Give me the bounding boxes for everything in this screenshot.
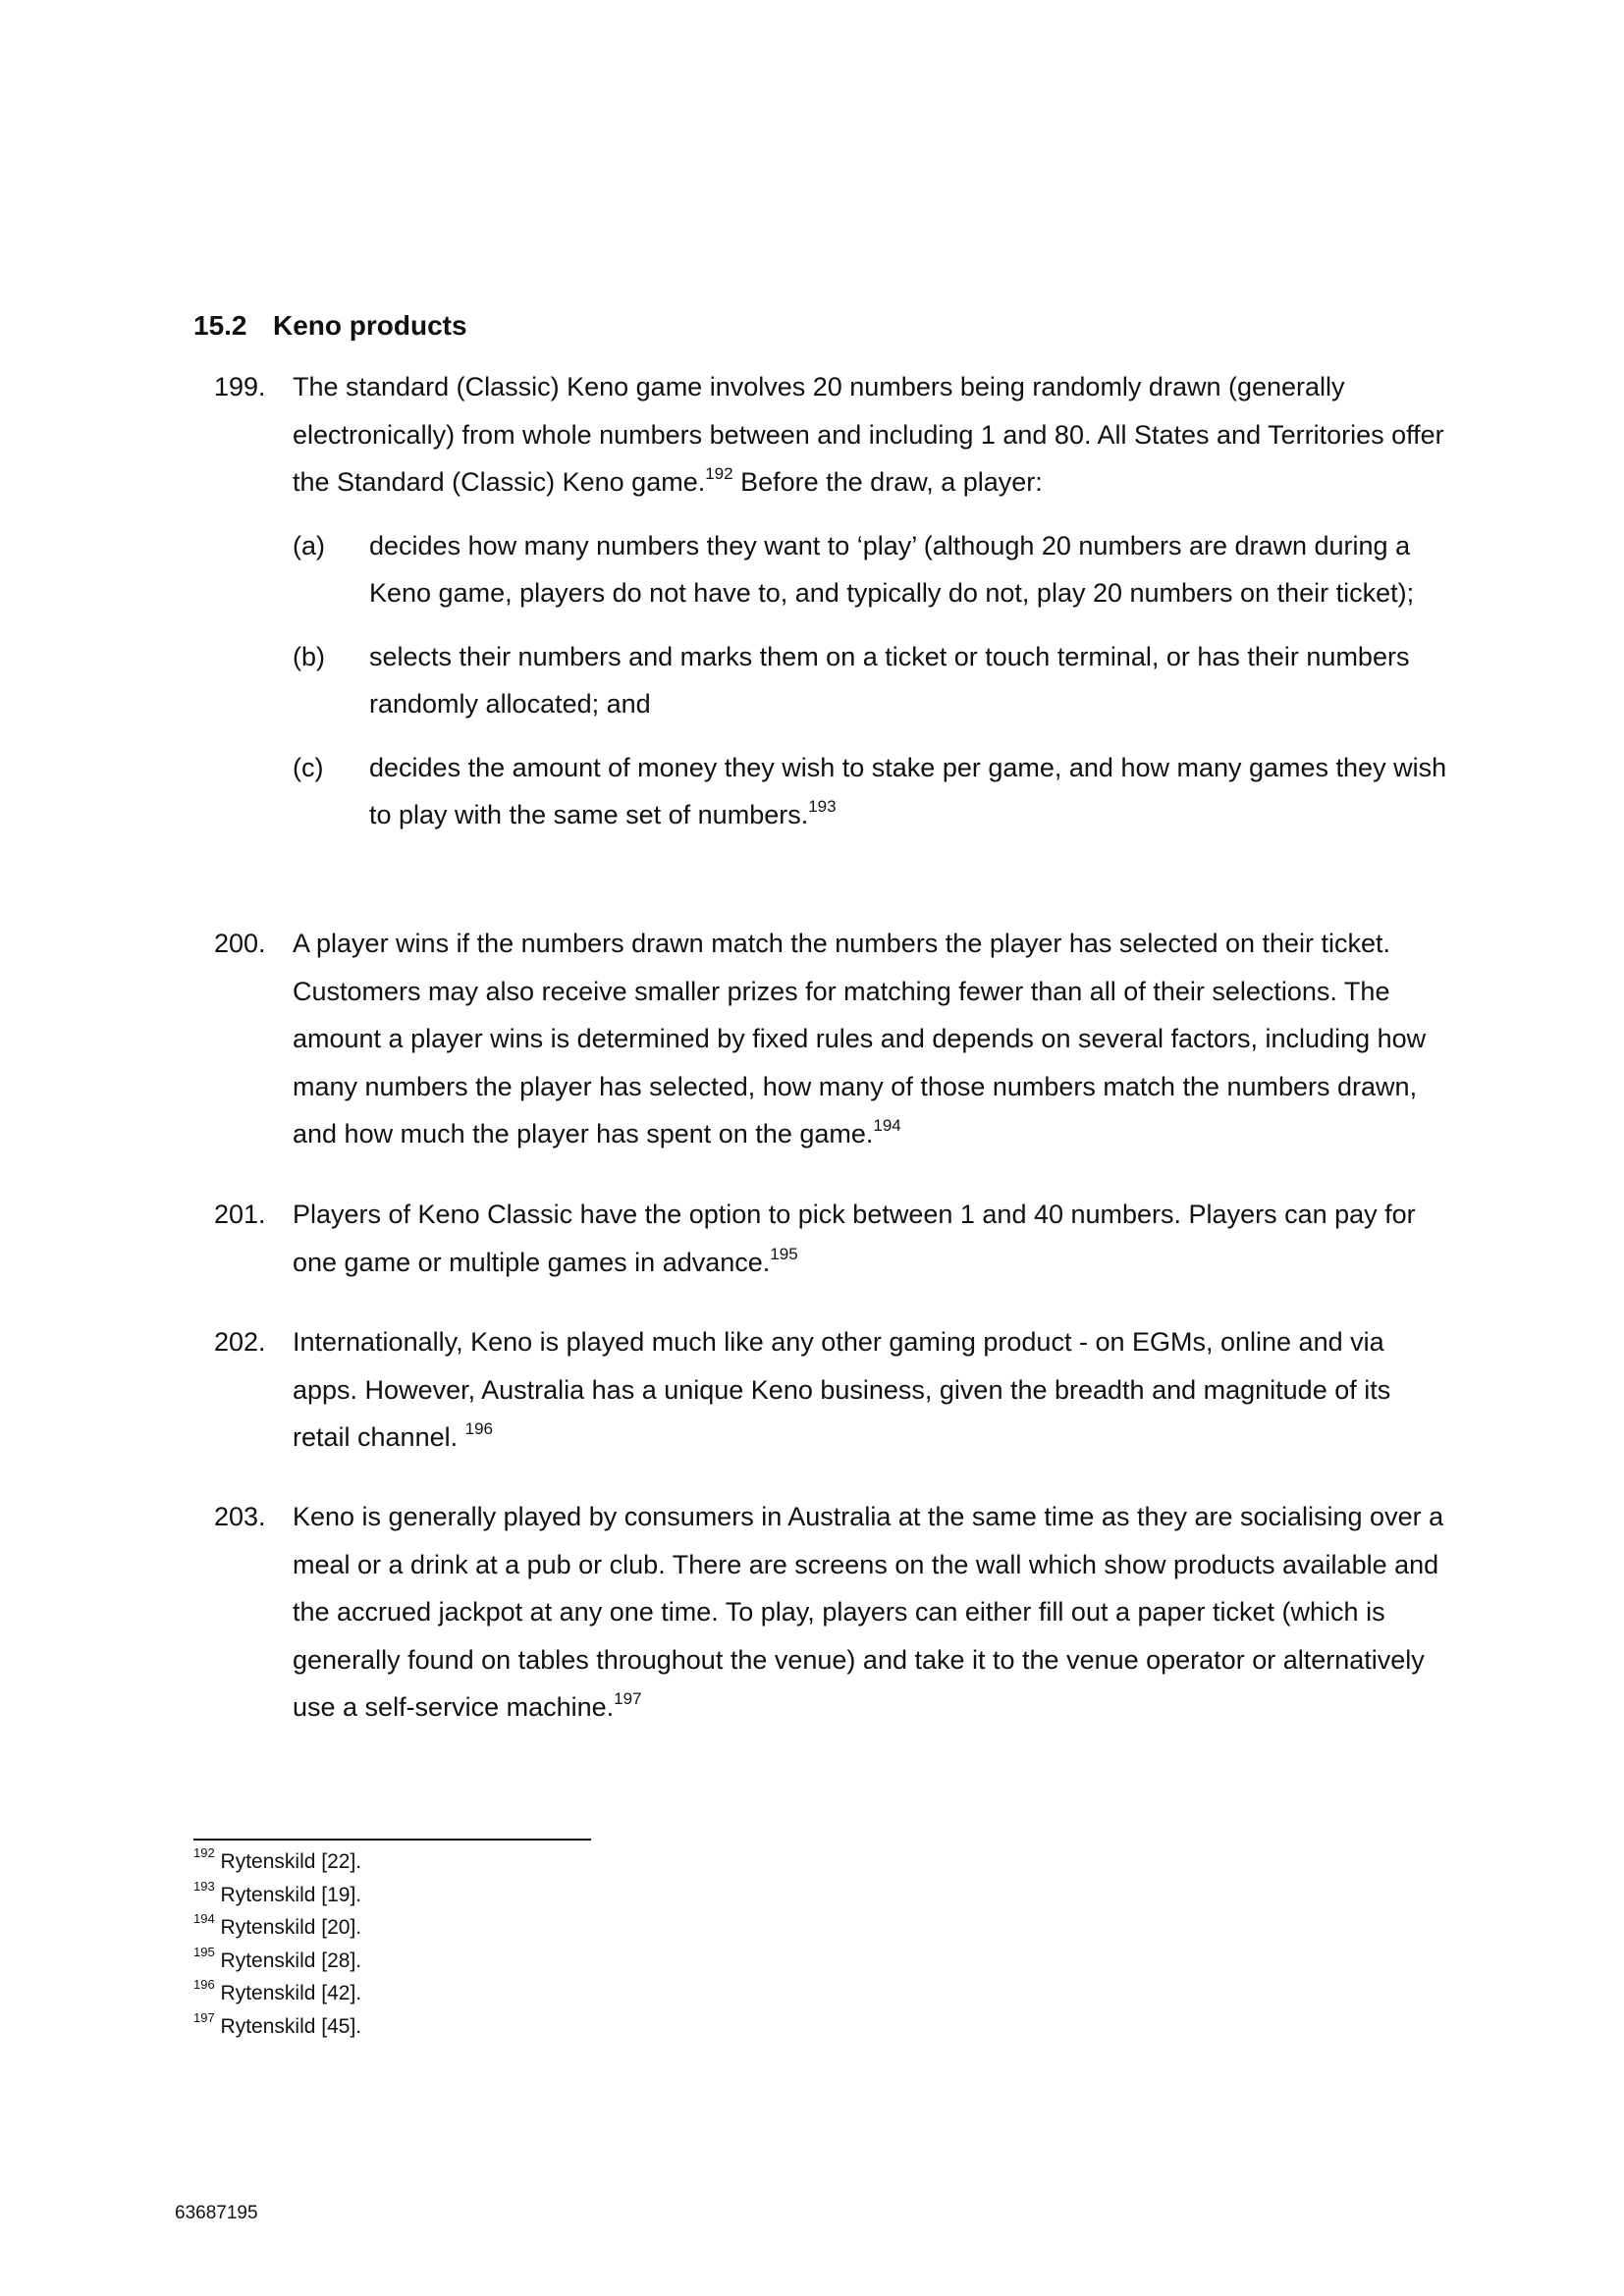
paragraph-text: A player wins if the numbers drawn match the numbers the player has selected on their ticket. Customers may also receive smaller prizes for matching fewer than all of their selections. The amount a player wins is determined by fixed rules and depends on several factors, including how many numbers the player has selected, how many of those numbers match the numbers drawn, and how much the player has spent on the game.$^{194}$ xyxy=(293,929,1427,1148)
list-item-text: decides the amount of money they wish to stake per game, and how many games they wish to play with the same set of numbers.$^{193}$ xyxy=(369,752,1447,829)
document-id: 63687195 xyxy=(175,2203,258,2223)
footnote: $^{195}$ Rytenskild [28]. xyxy=(193,1944,362,1972)
footnote-ref[interactable]: 196 xyxy=(464,1419,493,1438)
paragraph-200 xyxy=(214,920,1451,1158)
footnote-number: 195 xyxy=(193,1944,215,1959)
footnote-number: 193 xyxy=(193,1878,215,1894)
paragraph-199 xyxy=(214,363,1451,839)
paragraph-203 xyxy=(214,1493,1451,1732)
footnote: $^{192}$ Rytenskild [22]. xyxy=(193,1845,362,1873)
list-item-c xyxy=(293,744,1451,839)
list-item-label: (a) xyxy=(293,530,325,561)
list-item-a xyxy=(293,522,1451,617)
list-item-b xyxy=(293,633,1451,728)
paragraph-number: 200. xyxy=(214,929,266,958)
footnote: $^{193}$ Rytenskild [19]. xyxy=(193,1878,362,1906)
list-item-text: selects their numbers and marks them on a ticket or touch terminal, or has their numbers randomly allocated; and xyxy=(369,641,1410,719)
paragraph-201 xyxy=(214,1191,1451,1286)
list-item-text: decides how many numbers they want to ‘play’ (although 20 numbers are drawn during a Keno game, players do not have to, and typically do not, play 20 numbers on their ticket); xyxy=(369,530,1415,608)
footnote: $^{197}$ Rytenskild [45]. xyxy=(193,2009,362,2038)
paragraph-text: Players of Keno Classic have the option to pick between 1 and 40 numbers. Players can pay for one game or multiple games in advance.$^{195}$ xyxy=(293,1200,1416,1277)
paragraph-text: Internationally, Keno is played much like any other gaming product - on EGMs, online and via apps. However, Australia has a unique Keno business, given the breadth and magnitude of its retail channel. $^{196}$ xyxy=(293,1327,1391,1452)
footnote-divider xyxy=(193,1839,591,1841)
footnote-number: 196 xyxy=(193,1977,215,1992)
footnote-number: 197 xyxy=(193,2009,215,2025)
footnote-ref[interactable]: 193 xyxy=(808,797,837,816)
list-item-label: (b) xyxy=(293,641,325,671)
paragraph-number: 203. xyxy=(214,1502,266,1531)
paragraph-text: The standard (Classic) Keno game involves 20 numbers being randomly drawn (generally electronically) from whole numbers between and including 1 and 80. All States and Territories offer the Standard (Classic) Keno game.$^{192}$ Before the draw, a player: xyxy=(293,372,1444,497)
paragraph-202 xyxy=(214,1318,1451,1462)
footnote-ref[interactable]: 195 xyxy=(770,1244,798,1263)
section-heading xyxy=(193,306,467,346)
section-title: Keno products xyxy=(273,310,467,341)
footnote-number: 194 xyxy=(193,1911,215,1926)
footnote-ref[interactable]: 194 xyxy=(873,1116,901,1135)
footnote: $^{196}$ Rytenskild [42]. xyxy=(193,1977,362,2004)
paragraph-number: 202. xyxy=(214,1327,266,1357)
footnote-ref[interactable]: 192 xyxy=(705,464,733,483)
footnote: $^{194}$ Rytenskild [20]. xyxy=(193,1911,362,1939)
section-number: 15.2 xyxy=(193,310,247,341)
paragraph-number: 199. xyxy=(214,372,266,401)
footnote-number: 192 xyxy=(193,1845,215,1860)
list-item-label: (c) xyxy=(293,752,324,782)
footnotes xyxy=(193,1845,361,2043)
paragraph-number: 201. xyxy=(214,1200,266,1229)
paragraph-text: Keno is generally played by consumers in Australia at the same time as they are socialising over a meal or a drink at a pub or club. There are screens on the wall which show products available and the accrued jackpot at any one time. To play, players can either fill out a paper ticket (which is generally found on tables throughout the venue) and take it to the venue operator or alternatively use a self-service machine.$^{197}$ xyxy=(293,1502,1444,1722)
footnote-ref[interactable]: 197 xyxy=(614,1689,642,1708)
